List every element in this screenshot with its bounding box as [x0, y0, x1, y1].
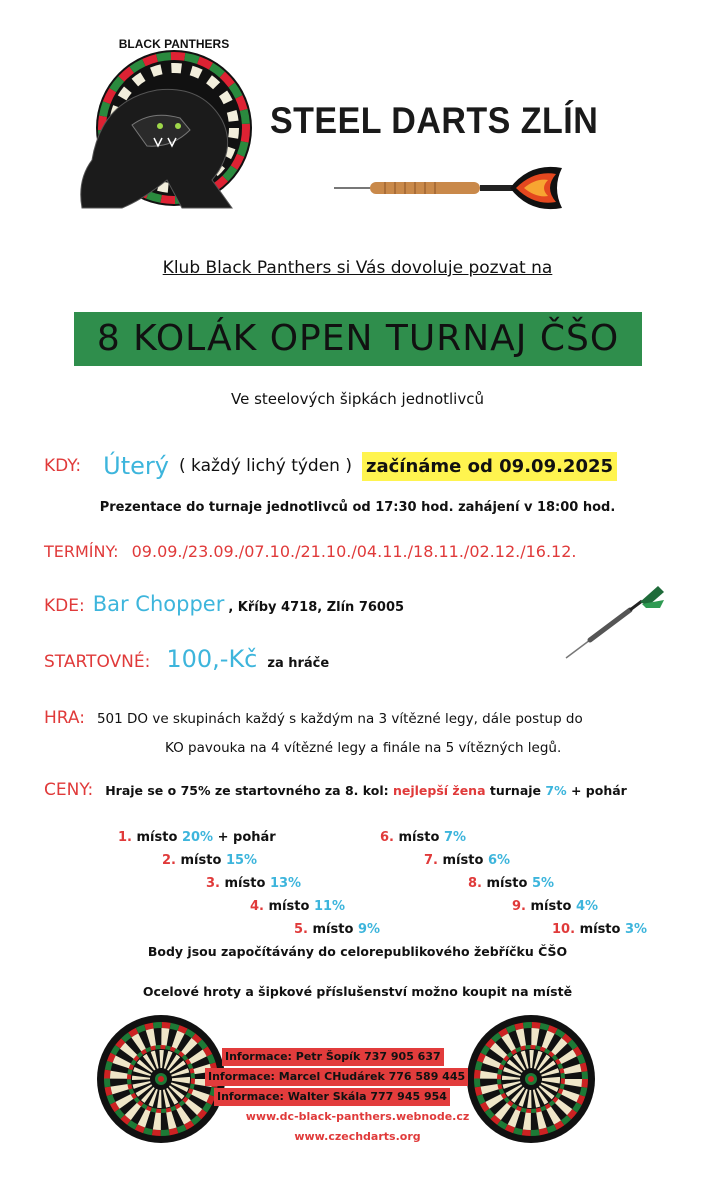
prizes-text-c: turnaje: [489, 783, 542, 798]
place-word: místo: [442, 853, 484, 868]
place-num: 9.: [512, 899, 526, 914]
place-4: [250, 899, 345, 914]
place-5: [294, 922, 380, 937]
club-website-link[interactable]: www.dc-black-panthers.webnode.cz: [245, 1110, 470, 1123]
place-word: místo: [268, 899, 310, 914]
place-num: 1.: [118, 830, 132, 845]
fee-per: za hráče: [267, 656, 330, 671]
dates-row: [44, 542, 576, 561]
game-row: [44, 708, 583, 728]
place-num: 8.: [468, 876, 482, 891]
venue-name: Bar Chopper: [92, 592, 225, 616]
place-extra: + pohár: [217, 830, 276, 845]
dart-icon: [560, 582, 670, 662]
place-pct: 9%: [357, 922, 381, 937]
place-word: místo: [579, 922, 621, 937]
place-3: [206, 876, 301, 891]
subtitle: Ve steelových šipkách jednotlivců: [231, 390, 484, 408]
place-7: [424, 853, 510, 868]
contact-info-3: Informace: Walter Skála 777 945 954: [214, 1088, 450, 1106]
when-row: [44, 448, 617, 484]
place-word: místo: [530, 899, 572, 914]
place-num: 6.: [380, 830, 394, 845]
place-word: místo: [398, 830, 440, 845]
when-note: ( každý lichý týden ): [178, 456, 352, 476]
venue-address: , Kříby 4718, Zlín 76005: [228, 600, 405, 615]
dart-flame-icon: [330, 158, 570, 218]
place-9: [512, 899, 598, 914]
ranking-note: Body jsou započítávány do celorepublikového žebříčku ČŠO: [147, 944, 568, 959]
fee-price: 100,-Kč: [166, 645, 258, 673]
prizes-text: [105, 783, 627, 798]
place-10: [552, 922, 647, 937]
invitation-text: Klub Black Panthers si Vás dovoluje pozvat na: [162, 258, 553, 278]
dates-label: TERMÍNY:: [44, 542, 119, 561]
place-num: 4.: [250, 899, 264, 914]
tournament-banner: [74, 312, 642, 366]
place-1: [118, 830, 276, 845]
place-num: 5.: [294, 922, 308, 937]
registration-info: Prezentace do turnaje jednotlivců od 17:30 hod. zahájení v 18:00 hod.: [99, 500, 616, 515]
place-num: 10.: [552, 922, 576, 937]
place-num: 2.: [162, 853, 176, 868]
place-pct: 5%: [531, 876, 555, 891]
dates-list: 09.09./23.09./07.10./21.10./04.11./18.11./02.12./16.12.: [131, 542, 577, 561]
where-row: [44, 592, 404, 616]
place-word: místo: [486, 876, 528, 891]
game-text-line2: KO pavouka na 4 vítězné legy a finále na 5 vítězných legů.: [165, 740, 562, 756]
place-word: místo: [224, 876, 266, 891]
start-date-highlight: začínáme od 09.09.2025: [362, 452, 617, 481]
place-num: 3.: [206, 876, 220, 891]
place-word: místo: [180, 853, 222, 868]
dartboard-icon: [466, 1014, 596, 1144]
game-label: HRA:: [44, 708, 85, 728]
place-6: [380, 830, 466, 845]
best-woman: nejlepší žena: [392, 783, 486, 798]
fee-row: [44, 645, 329, 673]
place-pct: 11%: [313, 899, 346, 914]
contact-info-2: Informace: Marcel CHudárek 776 589 445: [205, 1068, 468, 1086]
where-label: KDE:: [44, 596, 85, 616]
game-text-line1: 501 DO ve skupinách každý s každým na 3 vítězné legy, dále postup do: [96, 711, 583, 727]
when-day: Úterý: [103, 452, 169, 480]
svg-text:BLACK PANTHERS: BLACK PANTHERS: [118, 37, 230, 51]
place-8: [468, 876, 554, 891]
prizes-label: CENY:: [44, 780, 94, 800]
place-pct: 4%: [575, 899, 599, 914]
place-word: místo: [312, 922, 354, 937]
place-pct: 15%: [225, 853, 258, 868]
czechdarts-link[interactable]: www.czechdarts.org: [294, 1130, 421, 1143]
accessories-note: Ocelové hroty a šipkové příslušenství možno koupit na místě: [142, 984, 573, 999]
prizes-text-a: Hraje se o 75% ze startovného za 8. kol:: [105, 783, 389, 798]
banner-title: 8 KOLÁK OPEN TURNAJ ČŠO: [96, 318, 620, 359]
fee-label: STARTOVNÉ:: [44, 652, 151, 672]
place-num: 7.: [424, 853, 438, 868]
best-woman-pct: 7%: [545, 783, 567, 798]
page-title: STEEL DARTS ZLÍN: [270, 100, 599, 141]
place-pct: 7%: [443, 830, 467, 845]
place-pct: 3%: [624, 922, 648, 937]
place-pct: 13%: [269, 876, 302, 891]
place-word: místo: [136, 830, 178, 845]
when-label: KDY:: [44, 456, 82, 476]
place-pct: 6%: [487, 853, 511, 868]
black-panthers-logo: [62, 30, 262, 210]
prizes-row: [44, 780, 627, 800]
contact-info-1: Informace: Petr Šopík 737 905 637: [222, 1048, 444, 1066]
prizes-text-e: + pohár: [570, 783, 627, 798]
place-pct: 20%: [181, 830, 214, 845]
place-2: [162, 853, 257, 868]
